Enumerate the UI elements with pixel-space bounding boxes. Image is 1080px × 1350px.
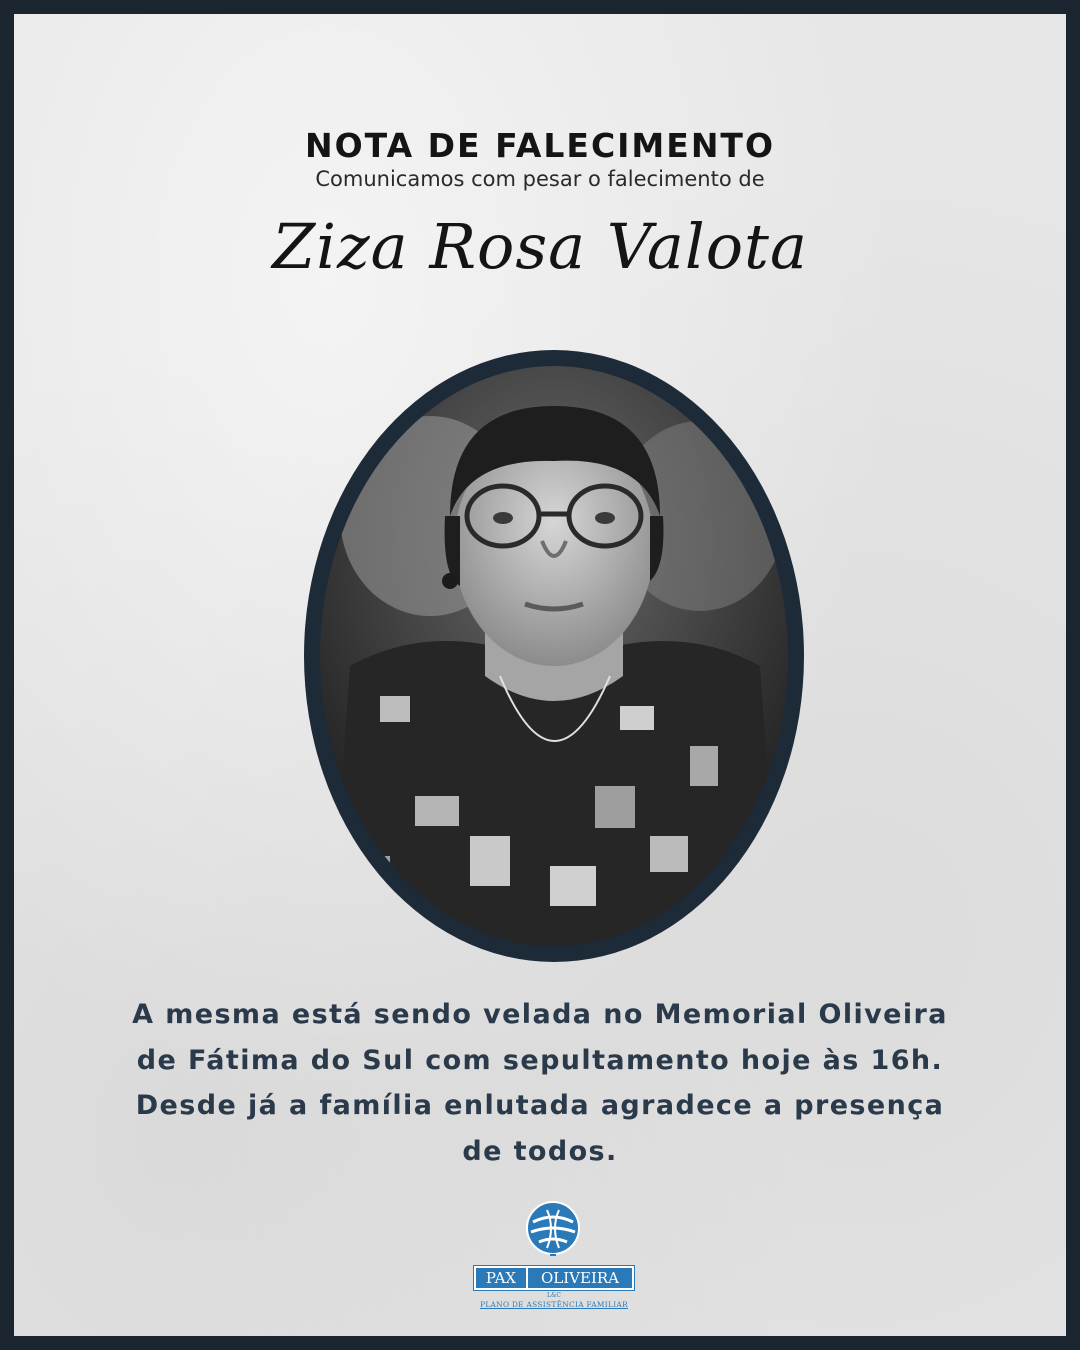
logo-word-oliveira: OLIVEIRA bbox=[540, 1269, 620, 1287]
deceased-name: Ziza Rosa Valota bbox=[272, 210, 808, 283]
portrait-frame bbox=[304, 350, 804, 962]
obituary-card bbox=[14, 14, 1066, 1336]
logo-small-mark: L&C bbox=[547, 1292, 561, 1299]
portrait-illustration bbox=[320, 366, 788, 946]
portrait-photo bbox=[320, 366, 788, 946]
message-line-4: de todos. bbox=[462, 1135, 618, 1167]
logo-wordmark bbox=[474, 1266, 634, 1290]
notice-title: NOTA DE FALECIMENTO bbox=[305, 126, 775, 165]
notice-message bbox=[74, 992, 1006, 1174]
logo-tagline: PLANO DE ASSISTÊNCIA FAMILIAR bbox=[480, 1300, 628, 1309]
message-line-2: de Fátima do Sul com sepultamento hoje às 16h. bbox=[136, 1044, 944, 1076]
pax-oliveira-logo bbox=[469, 1200, 639, 1316]
notice-subtitle: Comunicamos com pesar o falecimento de bbox=[315, 167, 765, 191]
globe-hands-icon bbox=[525, 1200, 581, 1256]
logo-word-pax: PAX bbox=[476, 1268, 528, 1288]
message-line-1: A mesma está sendo velada no Memorial Oliveira bbox=[132, 999, 948, 1030]
message-line-3: Desde já a família enlutada agradece a presença bbox=[135, 1090, 945, 1121]
